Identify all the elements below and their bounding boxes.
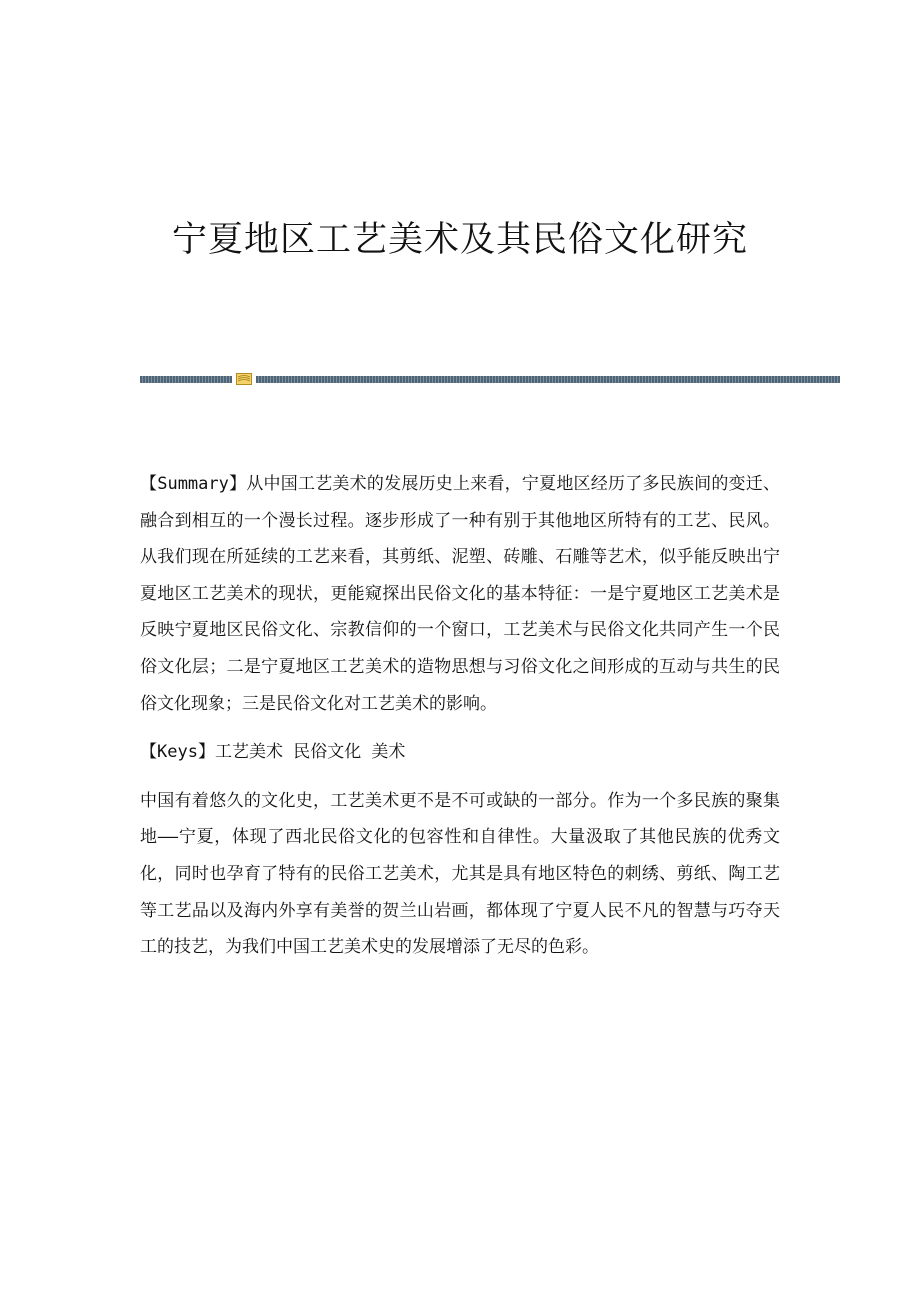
divider-bar-left [140,376,232,383]
keywords-line [140,734,780,771]
keywords-label: 【Keys】 [140,742,215,763]
summary-label: 【Summary】 [140,474,247,494]
keywords-text: 工艺美术 民俗文化 美术 [214,742,406,763]
divider-bar-right [256,376,840,383]
summary-paragraph [140,466,780,722]
summary-text: 从中国工艺美术的发展历史上来看，宁夏地区经历了多民族间的变迁、融合到相互的一个漫长过程。逐步形成了一种有别于其他地区所特有的工艺、民风。从我们现在所延续的工艺来看，其剪纸、泥塑、砖雕、石雕等艺术，似乎能反映出宁夏地区工艺美术的现状，更能窥探出民俗文化的基本特征：一是宁夏地区工艺美术是反映宁夏地区民俗文化、宗教信仰的一个窗口，工艺美术与民俗文化共同产生一个民俗文化层；二是宁夏地区工艺美术的造物思想与习俗文化之间形成的互动与共生的民俗文化现象；三是民俗文化对工艺美术的影响。 [140,474,780,714]
document-body [140,466,780,978]
body-paragraph: 中国有着悠久的文化史，工艺美术更不是不可或缺的一部分。作为一个多民族的聚集地——宁夏，体现了西北民俗文化的包容性和自律性。大量汲取了其他民族的优秀文化，同时也孕育了特有的民俗工艺美术，尤其是具有地区特色的刺绣、剪纸、陶工艺等工艺品以及海内外享有美誉的贺兰山岩画，都体现了宁夏人民不凡的智慧与巧夺天工的技艺，为我们中国工艺美术史的发展增添了无尽的色彩。 [140,790,780,958]
page-title: 宁夏地区工艺美术及其民俗文化研究 [171,220,748,260]
title-divider [140,372,840,386]
ornament-icon [236,373,252,385]
